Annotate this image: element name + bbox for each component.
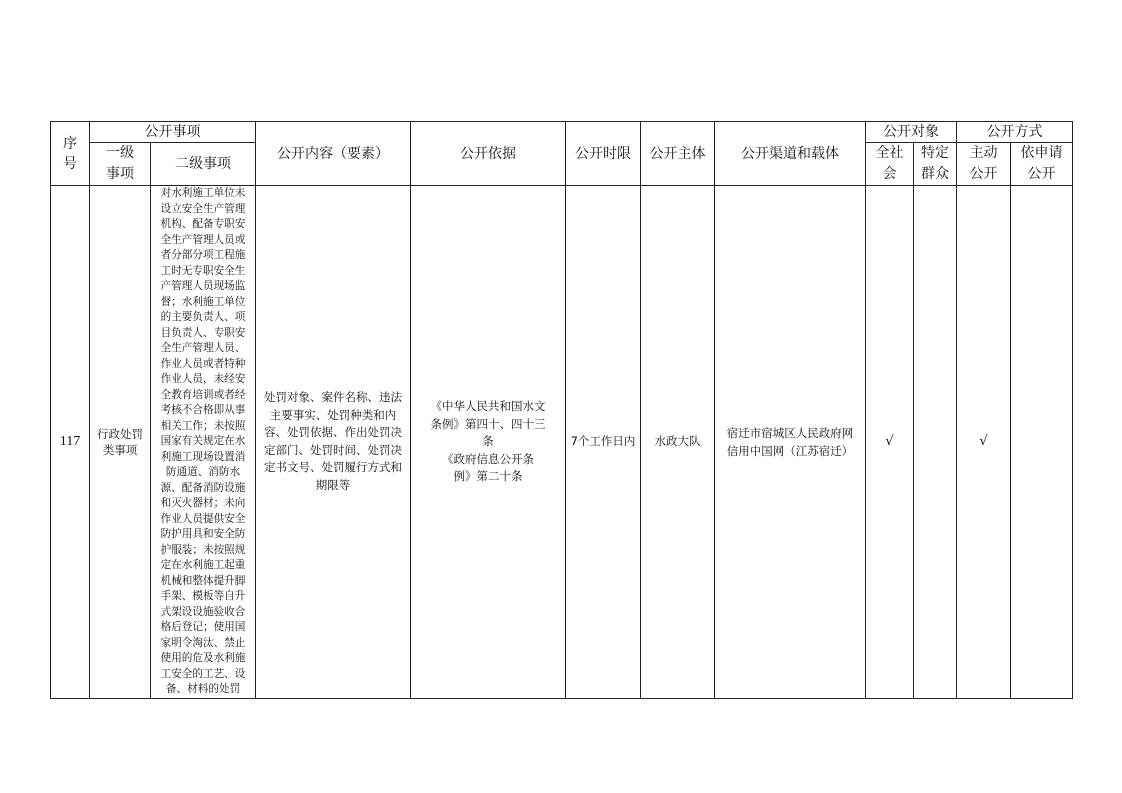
row-method-request-check (1011, 186, 1073, 699)
row-basis-line1: 《中华人民共和国水文条例》第四十、四十三条 (430, 399, 546, 448)
header-time-limit: 公开时限 (566, 122, 641, 186)
header-target-specific: 特定群众 (914, 143, 957, 186)
header-method: 公开方式 (957, 122, 1073, 143)
header-seq: 序号 (51, 122, 90, 186)
header-method-request: 依申请公开 (1011, 143, 1073, 186)
header-channel: 公开渠道和载体 (715, 122, 866, 186)
header-content: 公开内容（要素） (256, 122, 411, 186)
header-level1: 一级事项 (90, 143, 151, 186)
row-method-active-check: √ (957, 186, 1011, 699)
header-basis: 公开依据 (411, 122, 566, 186)
header-target-all: 全社会 (866, 143, 914, 186)
row-content: 处罚对象、案件名称、违法主要事实、处罚种类和内容、处罚依据、作出处罚决定部门、处罚时间、处罚决定书文号、处罚履行方式和期限等 (256, 186, 411, 699)
row-level1: 行政处罚类事项 (90, 186, 151, 699)
row-seq: 117 (51, 186, 90, 699)
disclosure-table (50, 121, 1073, 699)
header-level2: 二级事项 (151, 143, 256, 186)
header-items: 公开事项 (90, 122, 256, 143)
row-channel: 宿迁市宿城区人民政府网信用中国网（江苏宿迁） (715, 186, 866, 699)
header-target: 公开对象 (866, 122, 957, 143)
header-subject: 公开主体 (641, 122, 715, 186)
row-target-all-check: √ (866, 186, 914, 699)
row-level2: 对水利施工单位未设立安全生产管理机构、配备专职安全生产管理人员或者分部分项工程施工时无专职安全生产管理人员现场监督；水利施工单位的主要负责人、项目负责人、专职安全生产管理人员、作业人员或者特种作业人员，未经安全教育培训或者经考核不合格即从事相关工作；未按照国家有关规定在水利施工现场设置消防通道、消防水源、配备消防设施和灭火器材；未向作业人员提供安全防护用具和安全防护服装；未按照规定在水利施工起重机械和整体提升脚手架、模板等自升式架设设施验收合格后登记；使用国家明令淘汰、禁止使用的危及水利施工安全的工艺、设备、材料的处罚 (151, 186, 256, 699)
header-method-active: 主动公开 (957, 143, 1011, 186)
table-row (51, 186, 1073, 699)
row-time-limit: 7个工作日内 (566, 186, 641, 699)
row-basis (411, 186, 566, 699)
row-subject: 水政大队 (641, 186, 715, 699)
row-basis-line2: 《政府信息公开条例》第二十条 (442, 451, 534, 483)
row-target-specific-check (914, 186, 957, 699)
